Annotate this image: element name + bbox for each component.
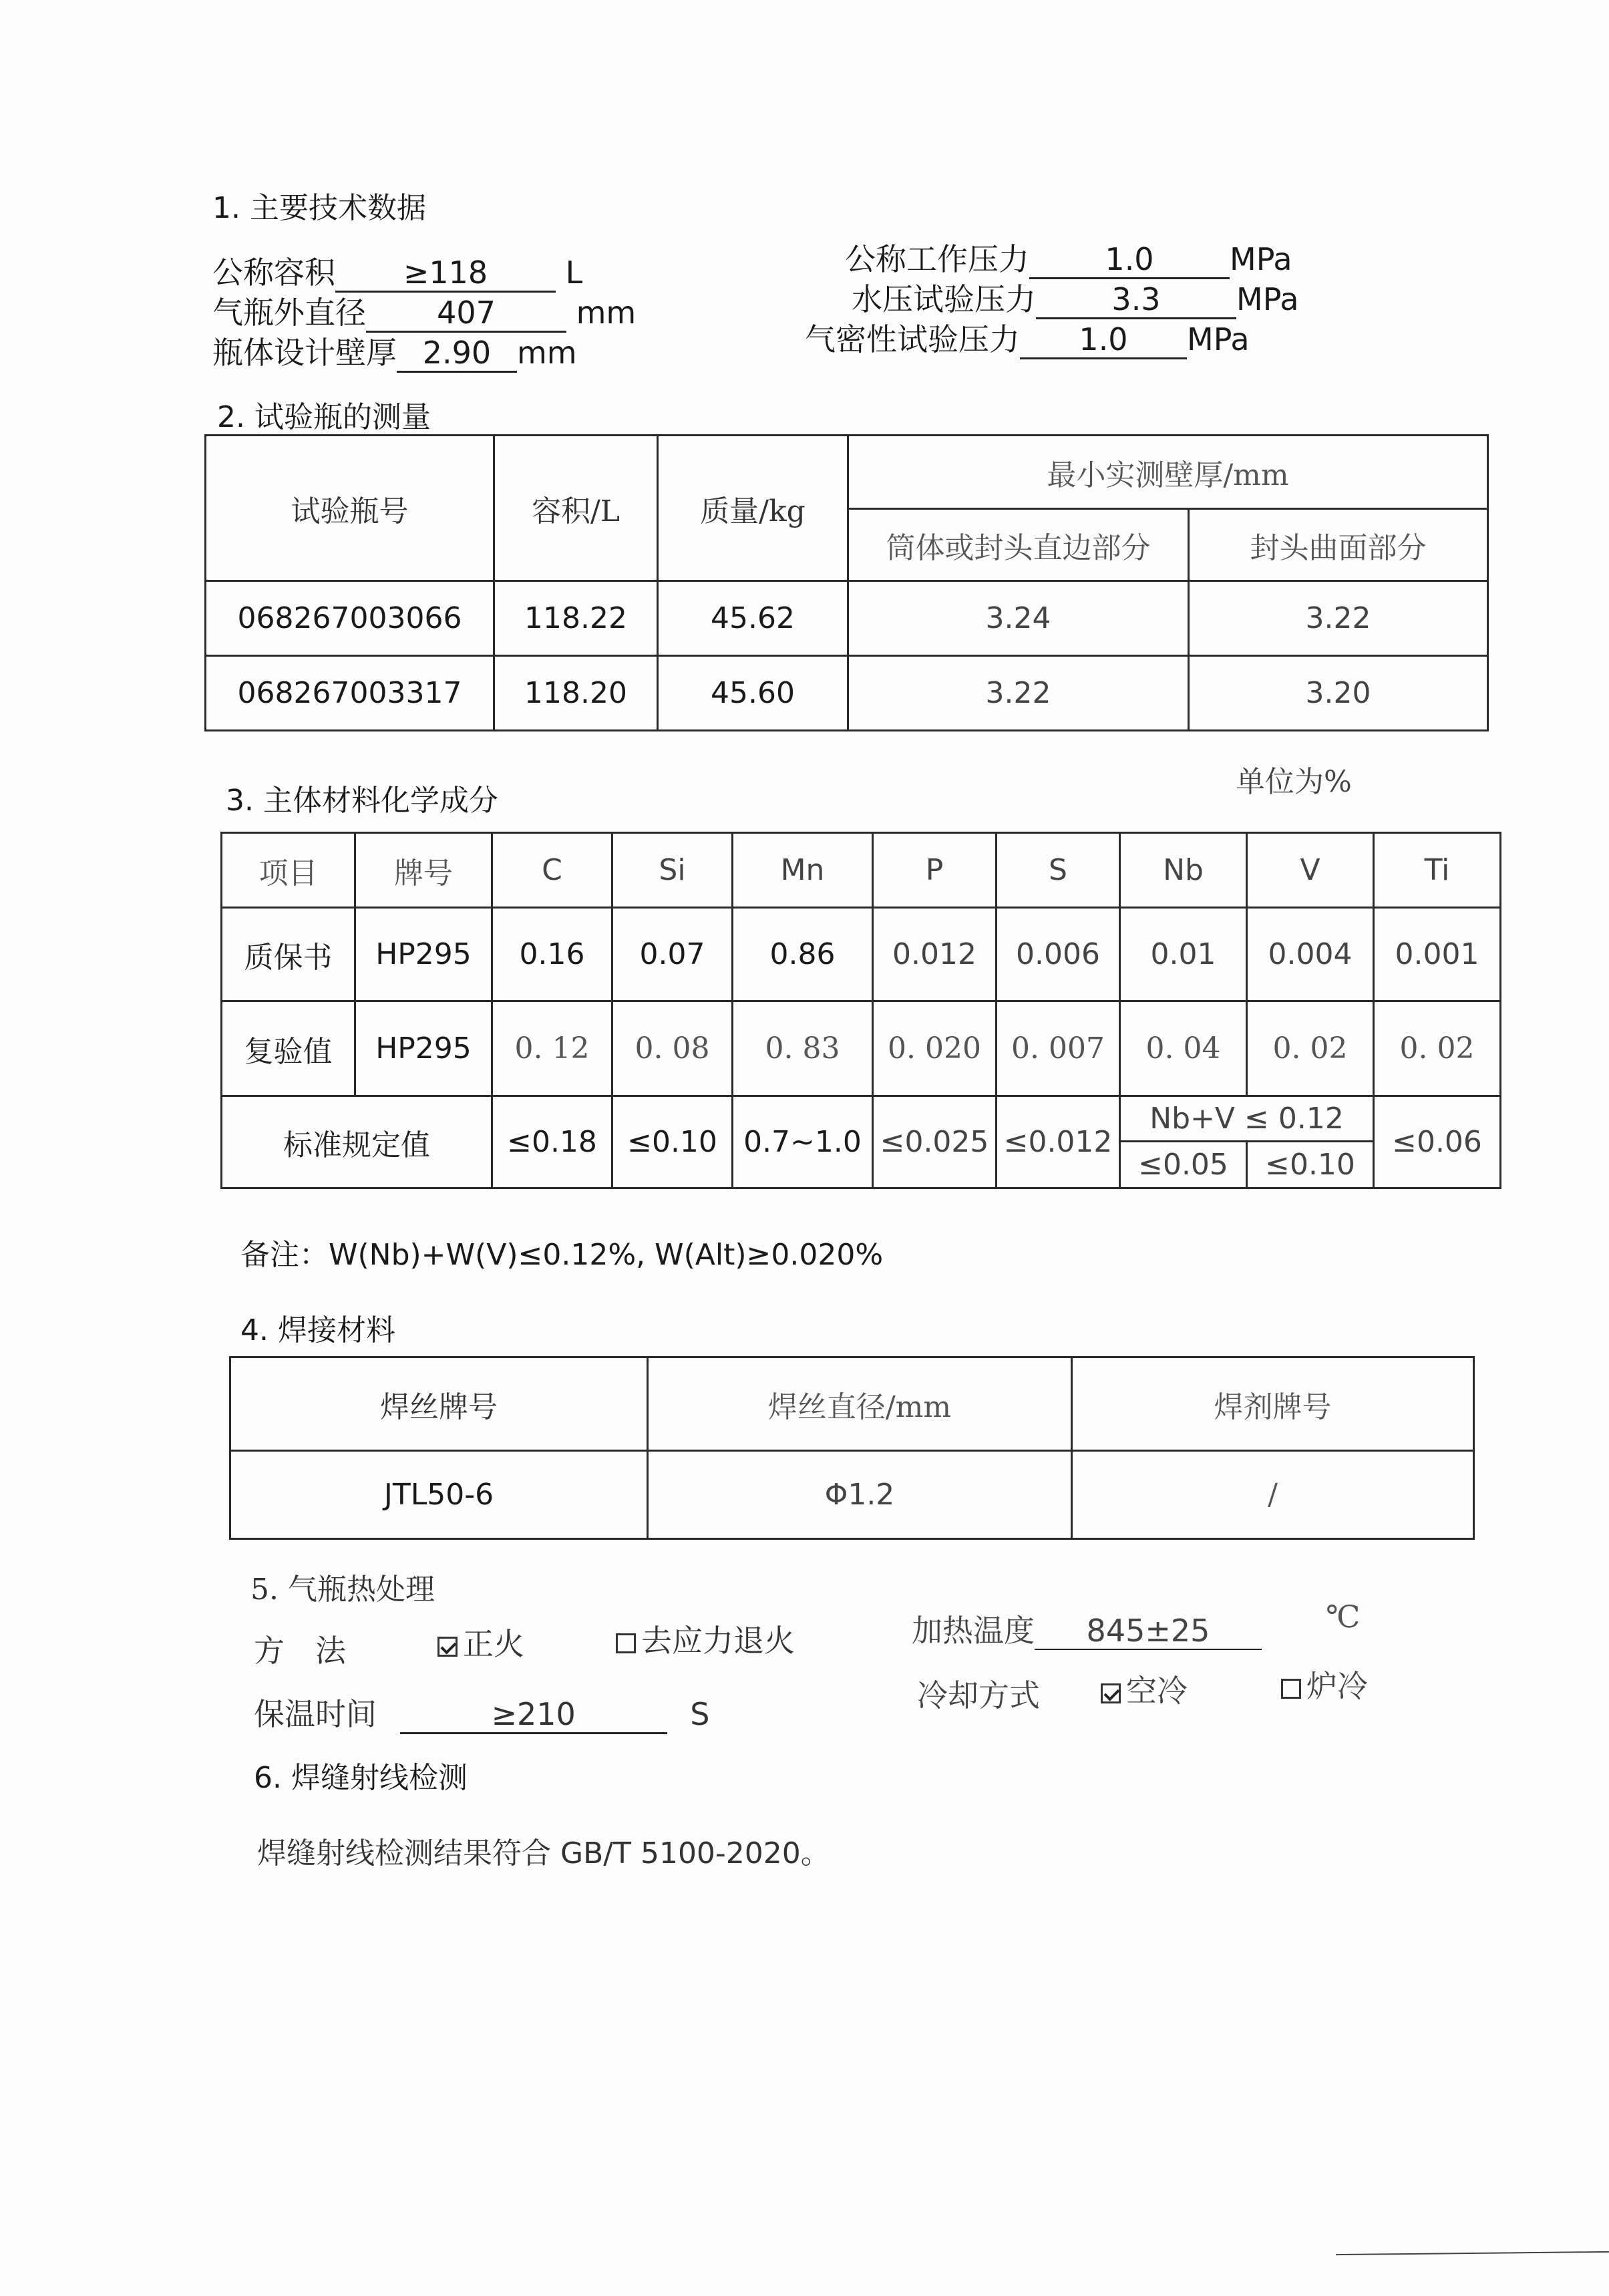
cell-wire-diameter: Φ1.2 <box>648 1451 1072 1539</box>
heating-temp-row <box>912 1607 1262 1651</box>
cell-mn: 0. 83 <box>733 1001 873 1096</box>
table-row <box>222 908 1501 1001</box>
cell-grade: HP295 <box>355 1001 492 1096</box>
cell-s: 0. 007 <box>997 1001 1120 1096</box>
option-stress-relief[interactable] <box>616 1617 795 1661</box>
cell-cylinder-no: 068267003066 <box>206 581 494 656</box>
table-row <box>206 656 1488 731</box>
cell-s: 0.006 <box>997 908 1120 1001</box>
cell-curved-wall: 3.22 <box>1189 581 1488 656</box>
design-wall-value: 2.90 <box>397 335 517 373</box>
hydro-pressure-label: 水压试验压力 <box>852 281 1036 317</box>
col-header-cylinder-no: 试验瓶号 <box>206 436 494 581</box>
cell-mn: 0.7~1.0 <box>733 1096 873 1188</box>
cell-mn: 0.86 <box>733 908 873 1001</box>
working-pressure-row <box>845 235 1292 279</box>
checkbox-checked-icon[interactable] <box>437 1637 458 1657</box>
cell-si: 0.07 <box>612 908 733 1001</box>
cell-mass: 45.60 <box>658 656 848 731</box>
hydro-pressure-value: 3.3 <box>1036 281 1236 319</box>
cell-nb-v-sum: Nb+V ≤ 0.12 <box>1120 1096 1374 1142</box>
table-row <box>222 1001 1501 1096</box>
col-header-mass: 质量/kg <box>658 436 848 581</box>
option-furnace-cool[interactable] <box>1281 1662 1368 1706</box>
design-wall-unit: mm <box>517 335 577 371</box>
option-normalize[interactable] <box>437 1620 524 1664</box>
cell-cylinder-no: 068267003317 <box>206 656 494 731</box>
cell-s: ≤0.012 <box>997 1096 1120 1188</box>
section-5-heading: 5. 气瓶热处理 <box>250 1573 435 1607</box>
checkbox-unchecked-icon[interactable] <box>616 1633 636 1653</box>
design-wall-row <box>212 329 577 373</box>
chemical-composition-table <box>220 832 1501 1189</box>
leak-pressure-label: 气密性试验压力 <box>805 321 1020 357</box>
table-header-row <box>222 833 1501 908</box>
cell-flux-grade: / <box>1072 1451 1474 1539</box>
row-label-certificate: 质保书 <box>222 908 355 1001</box>
col-header-s: S <box>997 833 1120 908</box>
option-air-cool[interactable] <box>1101 1667 1188 1711</box>
outer-diameter-value: 407 <box>366 295 566 333</box>
col-header-c: C <box>492 833 612 908</box>
checkbox-checked-icon[interactable] <box>1101 1683 1121 1703</box>
holding-time-value: ≥210 <box>400 1696 667 1734</box>
holding-time-unit: S <box>690 1696 710 1732</box>
radiographic-result: 焊缝射线检测结果符合 GB/T 5100-2020。 <box>257 1836 830 1870</box>
nominal-capacity-row <box>212 249 582 293</box>
cell-p: 0.012 <box>873 908 997 1001</box>
test-cylinder-table <box>204 434 1489 731</box>
leak-pressure-unit: MPa <box>1187 321 1250 357</box>
col-header-item: 项目 <box>222 833 355 908</box>
cell-mass: 45.62 <box>658 581 848 656</box>
design-wall-label: 瓶体设计壁厚 <box>212 335 397 371</box>
cell-si: 0. 08 <box>612 1001 733 1096</box>
nominal-capacity-value: ≥118 <box>335 255 556 293</box>
checkbox-unchecked-icon[interactable] <box>1281 1679 1301 1699</box>
section-2-heading: 2. 试验瓶的测量 <box>217 400 431 434</box>
section-4-heading: 4. 焊接材料 <box>240 1313 395 1347</box>
option-normalize-label: 正火 <box>463 1626 524 1662</box>
col-header-curved-part: 封头曲面部分 <box>1189 509 1488 581</box>
cell-nb: ≤0.05 <box>1120 1142 1247 1188</box>
remark-note: 备注：W(Nb)+W(V)≤0.12%, W(Alt)≥0.020% <box>240 1238 884 1272</box>
cell-c: 0.16 <box>492 908 612 1001</box>
unit-note: 单位为% <box>1236 765 1352 799</box>
cell-c: ≤0.18 <box>492 1096 612 1188</box>
cell-p: ≤0.025 <box>873 1096 997 1188</box>
cooling-method-label: 冷却方式 <box>917 1677 1040 1713</box>
table-row <box>222 1096 1501 1142</box>
leak-pressure-row <box>805 315 1250 359</box>
cell-curved-wall: 3.20 <box>1189 656 1488 731</box>
working-pressure-value: 1.0 <box>1029 241 1230 279</box>
col-header-nb: Nb <box>1120 833 1247 908</box>
nominal-capacity-unit: L <box>565 255 583 291</box>
cell-p: 0. 020 <box>873 1001 997 1096</box>
table-row <box>230 1451 1474 1539</box>
cell-v: 0. 02 <box>1247 1001 1374 1096</box>
col-header-min-wall: 最小实测壁厚/mm <box>848 436 1488 509</box>
holding-time-row <box>254 1690 709 1734</box>
working-pressure-label: 公称工作压力 <box>845 241 1029 277</box>
cell-v: 0.004 <box>1247 908 1374 1001</box>
cell-ti: 0. 02 <box>1374 1001 1501 1096</box>
cell-si: ≤0.10 <box>612 1096 733 1188</box>
col-header-v: V <box>1247 833 1374 908</box>
hydro-pressure-unit: MPa <box>1236 281 1299 317</box>
cell-nb: 0.01 <box>1120 908 1247 1001</box>
cell-volume: 118.22 <box>494 581 658 656</box>
cell-nb: 0. 04 <box>1120 1001 1247 1096</box>
col-header-mn: Mn <box>733 833 873 908</box>
cell-c: 0. 12 <box>492 1001 612 1096</box>
method-label: 方 法 <box>254 1633 346 1669</box>
nominal-capacity-label: 公称容积 <box>212 255 335 291</box>
col-header-ti: Ti <box>1374 833 1501 908</box>
section-6-heading: 6. 焊缝射线检测 <box>254 1761 468 1795</box>
cell-straight-wall: 3.22 <box>848 656 1189 731</box>
heating-temp-value: 845±25 <box>1035 1613 1262 1650</box>
option-air-cool-label: 空冷 <box>1126 1673 1188 1709</box>
cell-wire-grade: JTL50-6 <box>230 1451 648 1539</box>
col-header-p: P <box>873 833 997 908</box>
outer-diameter-label: 气瓶外直径 <box>212 295 366 331</box>
cell-straight-wall: 3.24 <box>848 581 1189 656</box>
col-header-wire-diameter: 焊丝直径/mm <box>648 1357 1072 1451</box>
col-header-grade: 牌号 <box>355 833 492 908</box>
heating-temp-unit: ℃ <box>1326 1599 1361 1635</box>
holding-time-label: 保温时间 <box>254 1696 377 1732</box>
working-pressure-unit: MPa <box>1230 241 1292 277</box>
option-stress-relief-label: 去应力退火 <box>641 1623 795 1659</box>
option-furnace-cool-label: 炉冷 <box>1306 1668 1368 1704</box>
col-header-si: Si <box>612 833 733 908</box>
col-header-wire-grade: 焊丝牌号 <box>230 1357 648 1451</box>
outer-diameter-unit: mm <box>576 295 637 331</box>
table-row <box>206 581 1488 656</box>
scan-edge-line <box>1336 2251 1609 2255</box>
cell-v: ≤0.10 <box>1247 1142 1374 1188</box>
cell-volume: 118.20 <box>494 656 658 731</box>
section-1-heading: 1. 主要技术数据 <box>212 191 426 225</box>
row-label-recheck: 复验值 <box>222 1001 355 1096</box>
col-header-straight-part: 筒体或封头直边部分 <box>848 509 1189 581</box>
cell-grade: HP295 <box>355 908 492 1001</box>
hydro-pressure-row <box>852 275 1299 319</box>
heating-temp-label: 加热温度 <box>912 1613 1035 1649</box>
col-header-volume: 容积/L <box>494 436 658 581</box>
welding-material-table <box>229 1356 1475 1540</box>
leak-pressure-value: 1.0 <box>1020 321 1187 359</box>
col-header-flux-grade: 焊剂牌号 <box>1072 1357 1474 1451</box>
outer-diameter-row <box>212 289 636 333</box>
cell-ti: 0.001 <box>1374 908 1501 1001</box>
cell-ti: ≤0.06 <box>1374 1096 1501 1188</box>
section-3-heading: 3. 主体材料化学成分 <box>226 784 498 818</box>
row-label-standard: 标准规定值 <box>222 1096 492 1188</box>
